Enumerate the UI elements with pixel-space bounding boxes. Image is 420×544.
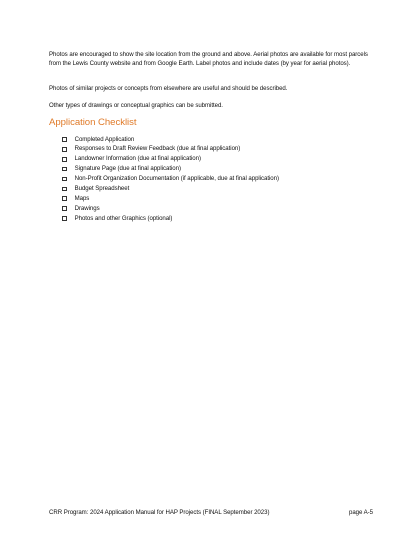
checklist-item [62,194,279,204]
checkbox-icon[interactable] [62,147,67,152]
checklist-item-label: Non-Profit Organization Documentation (if applicable, due at final application) [74,175,279,183]
application-checklist [62,135,279,224]
checklist-item [62,214,279,224]
checklist-item-label: Completed Application [74,135,135,143]
checkbox-icon[interactable] [62,167,67,172]
checkbox-icon[interactable] [62,177,67,182]
checkbox-icon[interactable] [62,157,67,162]
checklist-item [62,174,279,184]
checkbox-icon[interactable] [62,137,67,142]
checklist-item-label: Maps [74,194,90,202]
footer-document-title: CRR Program: 2024 Application Manual for HAP Projects (FINAL September 2023) [49,509,270,516]
checklist-item-label: Photos and other Graphics (optional) [74,214,173,222]
checklist-item [62,184,279,194]
page-footer [49,508,373,517]
application-checklist-heading: Application Checklist [49,117,137,128]
checklist-item-label: Drawings [74,204,100,212]
checklist-item-label: Signature Page (due at final application) [74,165,181,173]
checklist-item [62,144,279,154]
photos-paragraph: Photos are encouraged to show the site location from the ground and above. Aerial photos are available for most parcels from the Lewis County website and from Google Earth. Label photos and include dates (by year for aerial photos). [49,51,368,68]
checklist-item [62,154,279,164]
checklist-item [62,135,279,145]
checklist-item-label: Landowner Information (due at final application) [74,155,201,163]
checklist-item-label: Budget Spreadsheet [74,184,130,192]
checkbox-icon[interactable] [62,196,67,201]
checkbox-icon[interactable] [62,206,67,211]
checklist-item [62,164,279,174]
other-drawings-paragraph: Other types of drawings or conceptual graphics can be submitted. [49,102,223,109]
checkbox-icon[interactable] [62,216,67,221]
checklist-item-label: Responses to Draft Review Feedback (due at final application) [74,145,241,153]
similar-projects-paragraph: Photos of similar projects or concepts from elsewhere are useful and should be described. [49,85,288,92]
footer-page-number: page A-5 [349,509,373,516]
checklist-item [62,204,279,214]
checkbox-icon[interactable] [62,187,67,192]
